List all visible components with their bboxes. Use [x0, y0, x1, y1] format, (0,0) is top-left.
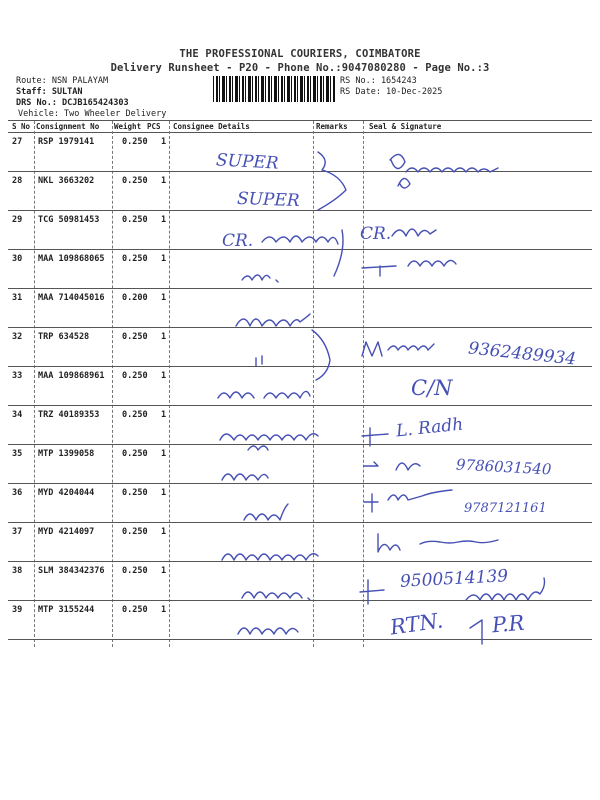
cell-pcs: 1: [161, 449, 167, 459]
handwriting-phone-38: 9500514139: [399, 566, 509, 592]
cell-weight: 0.250: [122, 137, 148, 147]
cell-consignment: MAA 109868961: [38, 371, 105, 381]
cell-weight: 0.250: [122, 410, 148, 420]
handwriting-seal-29: CR.: [360, 224, 392, 244]
company-title: THE PROFESSIONAL COURIERS, COIMBATORE: [179, 48, 421, 60]
cell-sno: 32: [12, 332, 23, 342]
handwriting-seal-33: C/N: [411, 376, 453, 400]
cell-sno: 33: [12, 371, 23, 381]
cell-sno: 35: [12, 449, 23, 459]
drs-label: DRS No.: DCJB165424303: [16, 98, 129, 108]
cell-weight: 0.250: [122, 215, 148, 225]
cell-sno: 34: [12, 410, 23, 420]
cell-weight: 0.250: [122, 332, 148, 342]
cell-weight: 0.250: [122, 449, 148, 459]
cell-sno: 36: [12, 488, 23, 498]
runsheet-subtitle: Delivery Runsheet - P20 - Phone No.:9047080280 - Page No.:3: [110, 62, 490, 74]
rs-number: RS No.: 1654243: [340, 76, 417, 86]
col-header-seal: Seal & Signature: [369, 122, 442, 131]
cell-consignment: MTP 3155244: [38, 605, 95, 615]
cell-pcs: 1: [161, 566, 167, 576]
handwriting-seal-34: L. Radh: [395, 414, 465, 442]
cell-pcs: 1: [161, 332, 167, 342]
cell-pcs: 1: [161, 137, 167, 147]
cell-pcs: 1: [161, 527, 167, 537]
cell-sno: 28: [12, 176, 23, 186]
cell-weight: 0.200: [122, 293, 148, 303]
handwriting-phone-35: 9786031540: [455, 455, 552, 479]
cell-consignment: MTP 1399058: [38, 449, 95, 459]
cell-weight: 0.250: [122, 371, 148, 381]
route-label: Route: NSN PALAYAM: [16, 76, 109, 86]
cell-weight: 0.250: [122, 527, 148, 537]
handwriting-phone-36: 9787121161: [464, 501, 547, 516]
cell-pcs: 1: [161, 215, 167, 225]
cell-consignment: RSP 1979141: [38, 137, 95, 147]
cell-consignment: MYD 4204044: [38, 488, 95, 498]
cell-pcs: 1: [161, 371, 167, 381]
cell-weight: 0.250: [122, 488, 148, 498]
cell-consignment: TRZ 40189353: [38, 410, 100, 420]
cell-pcs: 1: [161, 293, 167, 303]
col-header-remarks: Remarks: [316, 122, 348, 131]
handwriting-seal-39: RTN.: [388, 608, 445, 640]
cell-pcs: 1: [161, 254, 167, 264]
handwriting-consignee-27: SUPER: [215, 150, 280, 174]
handwriting-seal-39b: P.R: [491, 610, 526, 638]
cell-weight: 0.250: [122, 566, 148, 576]
handwriting-phone-32: 9362489934: [467, 338, 577, 370]
cell-consignment: TRP 634528: [38, 332, 90, 342]
cell-weight: 0.250: [122, 605, 148, 615]
cell-sno: 39: [12, 605, 23, 615]
vehicle-label: Vehicle: Two Wheeler Delivery: [18, 109, 167, 119]
cell-pcs: 1: [161, 176, 167, 186]
cell-sno: 38: [12, 566, 23, 576]
handwriting-consignee-28: SUPER: [236, 188, 300, 212]
cell-consignment: MYD 4214097: [38, 527, 95, 537]
col-header-pcs: PCS: [147, 122, 161, 131]
cell-consignment: TCG 50981453: [38, 215, 100, 225]
cell-sno: 30: [12, 254, 23, 264]
col-header-weight: Weight: [114, 122, 142, 131]
cell-sno: 31: [12, 293, 23, 303]
cell-weight: 0.250: [122, 176, 148, 186]
col-header-sno: S No: [12, 122, 31, 131]
cell-pcs: 1: [161, 410, 167, 420]
cell-consignment: NKL 3663202: [38, 176, 95, 186]
col-header-consignment: Consignment No: [36, 122, 100, 131]
staff-label: Staff: SULTAN: [16, 87, 83, 97]
cell-sno: 37: [12, 527, 23, 537]
cell-pcs: 1: [161, 488, 167, 498]
rs-date: RS Date: 10-Dec-2025: [340, 87, 443, 97]
cell-sno: 27: [12, 137, 23, 147]
cell-consignment: SLM 384342376: [38, 566, 105, 576]
cell-consignment: MAA 714045016: [38, 293, 105, 303]
col-header-consignee: Consignee Details: [173, 122, 250, 131]
cell-consignment: MAA 109868065: [38, 254, 105, 264]
cell-sno: 29: [12, 215, 23, 225]
handwriting-consignee-29: CR.: [222, 231, 254, 251]
cell-weight: 0.250: [122, 254, 148, 264]
cell-pcs: 1: [161, 605, 167, 615]
